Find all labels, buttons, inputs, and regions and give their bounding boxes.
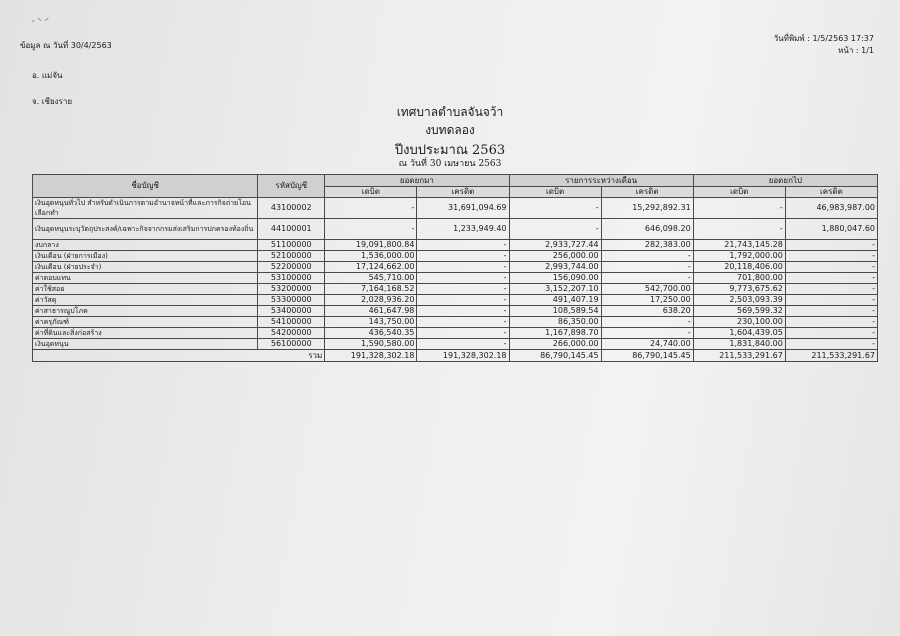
table-row <box>33 328 878 339</box>
cf-credit: 1,880,047.60 <box>785 219 877 240</box>
bf-debit: 19,091,800.84 <box>325 240 417 251</box>
m-credit: 17,250.00 <box>601 295 693 306</box>
m-debit: 3,152,207.10 <box>509 284 601 295</box>
total-label: รวม <box>33 350 325 362</box>
bf-debit: - <box>325 198 417 219</box>
m-credit: - <box>601 262 693 273</box>
table-row <box>33 317 878 328</box>
bf-credit: - <box>417 240 509 251</box>
table-row <box>33 198 878 219</box>
bf-credit: - <box>417 284 509 295</box>
m-credit: - <box>601 251 693 262</box>
m-debit: 491,407.19 <box>509 295 601 306</box>
m-debit: 156,090.00 <box>509 273 601 284</box>
bf-debit-header: เดบิต <box>325 187 417 198</box>
data-as-of: ข้อมูล ณ วันที่ 30/4/2563 <box>20 41 112 50</box>
cf-credit-header: เครดิต <box>785 187 877 198</box>
cf-credit: - <box>785 317 877 328</box>
account-name: เงินอุดหนุนทั่วไป สำหรับดำเนินการตามอำนาจหน้าที่และภารกิจถ่ายโอนเลือกทำ <box>33 198 258 219</box>
cf-debit: 1,792,000.00 <box>693 251 785 262</box>
cf-debit: 230,100.00 <box>693 317 785 328</box>
bf-debit: 7,164,168.52 <box>325 284 417 295</box>
m-debit: 2,993,744.00 <box>509 262 601 273</box>
table-row <box>33 240 878 251</box>
report-title: งบทดลอง <box>425 123 475 137</box>
m-debit-header: เดบิต <box>509 187 601 198</box>
cf-debit: 1,604,439.05 <box>693 328 785 339</box>
account-code: 51100000 <box>258 240 325 251</box>
bf-credit: 1,233,949.40 <box>417 219 509 240</box>
account-name: ค่าตอบแทน <box>33 273 258 284</box>
account-name: ค่าใช้สอย <box>33 284 258 295</box>
cf-credit: - <box>785 262 877 273</box>
account-name: ค่าที่ดินและสิ่งก่อสร้าง <box>33 328 258 339</box>
account-code: 52100000 <box>258 251 325 262</box>
province-label: อ. แม่จัน <box>32 71 63 80</box>
cf-debit: 20,118,406.00 <box>693 262 785 273</box>
account-code: 53400000 <box>258 306 325 317</box>
cf-debit: 9,773,675.62 <box>693 284 785 295</box>
m-debit: 256,000.00 <box>509 251 601 262</box>
m-credit: 542,700.00 <box>601 284 693 295</box>
table-row <box>33 262 878 273</box>
district-label: จ. เชียงราย <box>32 97 73 106</box>
account-name: ค่าวัสดุ <box>33 295 258 306</box>
bf-debit: 545,710.00 <box>325 273 417 284</box>
cf-debit: 569,599.32 <box>693 306 785 317</box>
account-code: 44100001 <box>258 219 325 240</box>
bf-credit: - <box>417 295 509 306</box>
bf-debit: 1,590,580.00 <box>325 339 417 350</box>
cf-debit: - <box>693 219 785 240</box>
as-of-date: ณ วันที่ 30 เมษายน 2563 <box>398 159 502 169</box>
bf-credit: - <box>417 317 509 328</box>
total-cf-credit: 211,533,291.67 <box>785 350 877 362</box>
account-code: 53100000 <box>258 273 325 284</box>
table-row <box>33 219 878 240</box>
print-date: วันที่พิมพ์ : 1/5/2563 17:37 <box>773 34 874 43</box>
m-credit: 24,740.00 <box>601 339 693 350</box>
cf-credit: 46,983,987.00 <box>785 198 877 219</box>
total-m-credit: 86,790,145.45 <box>601 350 693 362</box>
m-credit: - <box>601 317 693 328</box>
bf-debit: 1,536,000.00 <box>325 251 417 262</box>
cf-debit: 21,743,145.28 <box>693 240 785 251</box>
bf-debit: - <box>325 219 417 240</box>
m-debit: 1,167,898.70 <box>509 328 601 339</box>
table-row <box>33 251 878 262</box>
account-name: ค่าสาธารณูปโภค <box>33 306 258 317</box>
account-name: ค่าครุภัณฑ์ <box>33 317 258 328</box>
total-cf-debit: 211,533,291.67 <box>693 350 785 362</box>
total-m-debit: 86,790,145.45 <box>509 350 601 362</box>
account-code: 54100000 <box>258 317 325 328</box>
cf-debit: 1,831,840.00 <box>693 339 785 350</box>
m-debit: - <box>509 219 601 240</box>
bf-credit: - <box>417 339 509 350</box>
cf-credit: - <box>785 273 877 284</box>
m-credit: 15,292,892.31 <box>601 198 693 219</box>
total-bf-credit: 191,328,302.18 <box>417 350 509 362</box>
fiscal-year-title: ปีงบประมาณ 2563 <box>394 143 506 158</box>
group-brought-forward-header: ยอดยกมา <box>325 175 509 187</box>
account-name: เงินอุดหนุน <box>33 339 258 350</box>
cf-credit: - <box>785 295 877 306</box>
table-row <box>33 306 878 317</box>
m-debit: - <box>509 198 601 219</box>
m-credit: 282,383.00 <box>601 240 693 251</box>
org-title: เทศบาลตำบลจันจว้า <box>396 105 504 119</box>
account-name: เงินเดือน (ฝ่ายประจำ) <box>33 262 258 273</box>
bf-credit: - <box>417 262 509 273</box>
group-during-month-header: รายการระหว่างเดือน <box>509 175 693 187</box>
m-credit: 646,098.20 <box>601 219 693 240</box>
account-name: เงินเดือน (ฝ่ายการเมือง) <box>33 251 258 262</box>
cf-credit: - <box>785 251 877 262</box>
page-number: หน้า : 1/1 <box>838 46 874 55</box>
cf-credit: - <box>785 306 877 317</box>
table-row <box>33 295 878 306</box>
bf-credit-header: เครดิต <box>417 187 509 198</box>
cf-debit: 701,800.00 <box>693 273 785 284</box>
scan-marks: ⸱ ⸌ ⸍ <box>32 17 50 27</box>
account-code: 52200000 <box>258 262 325 273</box>
m-debit: 2,933,727.44 <box>509 240 601 251</box>
account-code: 56100000 <box>258 339 325 350</box>
m-credit: - <box>601 273 693 284</box>
m-debit: 266,000.00 <box>509 339 601 350</box>
cf-debit: 2,503,093.39 <box>693 295 785 306</box>
cf-credit: - <box>785 284 877 295</box>
col-account-header: ชื่อบัญชี <box>33 175 258 198</box>
m-debit: 108,589.54 <box>509 306 601 317</box>
bf-credit: 31,691,094.69 <box>417 198 509 219</box>
cf-credit: - <box>785 339 877 350</box>
totals-row <box>33 350 878 362</box>
table-row <box>33 339 878 350</box>
m-credit-header: เครดิต <box>601 187 693 198</box>
trial-balance-table <box>32 174 878 362</box>
account-name: เงินอุดหนุนระบุวัตถุประสงค์/เฉพาะกิจจากกรมส่งเสริมการปกครองท้องถิ่น <box>33 219 258 240</box>
account-code: 43100002 <box>258 198 325 219</box>
bf-debit: 143,750.00 <box>325 317 417 328</box>
bf-debit: 2,028,936.20 <box>325 295 417 306</box>
bf-debit: 436,540.35 <box>325 328 417 339</box>
account-code: 53200000 <box>258 284 325 295</box>
account-code: 54200000 <box>258 328 325 339</box>
table-row <box>33 284 878 295</box>
cf-debit-header: เดบิต <box>693 187 785 198</box>
bf-credit: - <box>417 306 509 317</box>
cf-debit: - <box>693 198 785 219</box>
col-code-header: รหัสบัญชี <box>258 175 325 198</box>
account-name: งบกลาง <box>33 240 258 251</box>
bf-credit: - <box>417 273 509 284</box>
account-code: 53300000 <box>258 295 325 306</box>
group-carried-forward-header: ยอดยกไป <box>693 175 877 187</box>
bf-credit: - <box>417 328 509 339</box>
bf-credit: - <box>417 251 509 262</box>
total-bf-debit: 191,328,302.18 <box>325 350 417 362</box>
cf-credit: - <box>785 328 877 339</box>
bf-debit: 461,647.98 <box>325 306 417 317</box>
cf-credit: - <box>785 240 877 251</box>
m-credit: - <box>601 328 693 339</box>
m-credit: 638.20 <box>601 306 693 317</box>
m-debit: 86,350.00 <box>509 317 601 328</box>
table-row <box>33 273 878 284</box>
bf-debit: 17,124,662.00 <box>325 262 417 273</box>
